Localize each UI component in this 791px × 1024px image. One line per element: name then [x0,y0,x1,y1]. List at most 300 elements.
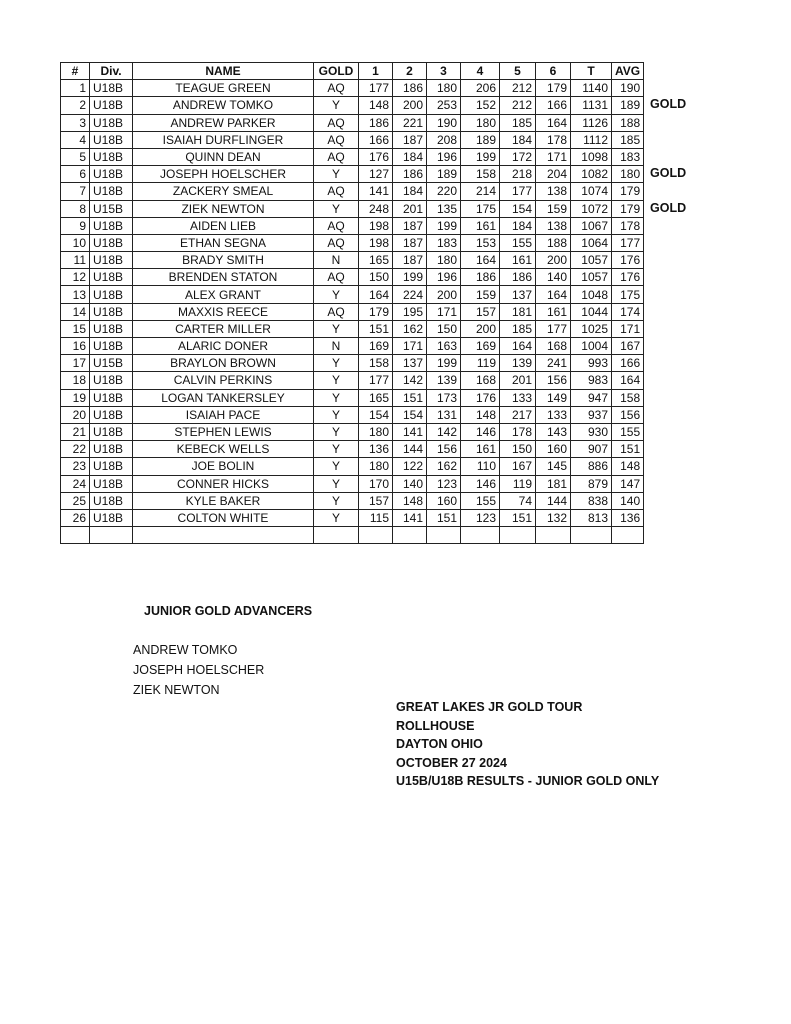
cell-game6: 149 [536,389,571,406]
cell-game5: 155 [500,234,536,251]
cell-game6: 143 [536,423,571,440]
cell-game1 [359,527,393,544]
cell-game6: 132 [536,509,571,526]
cell-game3: 156 [427,441,461,458]
cell-div: U15B [90,200,133,217]
cell-game5: 186 [500,269,536,286]
cell-total: 1082 [571,166,612,183]
cell-game3: 160 [427,492,461,509]
cell-game3: 173 [427,389,461,406]
cell-gold: Y [314,423,359,440]
cell-gold [314,527,359,544]
cell-div: U18B [90,183,133,200]
cell-game5: 217 [500,406,536,423]
table-row [61,475,644,492]
cell-rank: 22 [61,441,90,458]
cell-game6: 241 [536,355,571,372]
col-game3-header: 3 [427,63,461,80]
cell-avg: 151 [612,441,644,458]
table-row [61,441,644,458]
table-row [61,458,644,475]
cell-avg: 180 [612,166,644,183]
cell-div: U18B [90,320,133,337]
cell-rank: 16 [61,338,90,355]
cell-game4: 168 [461,372,500,389]
col-div-header: Div. [90,63,133,80]
cell-game1: 154 [359,406,393,423]
cell-gold: Y [314,166,359,183]
cell-gold: Y [314,355,359,372]
cell-div [90,527,133,544]
cell-game6: 188 [536,234,571,251]
cell-game3: 183 [427,234,461,251]
cell-game5: 150 [500,441,536,458]
cell-game1: 177 [359,80,393,97]
col-rank-header: # [61,63,90,80]
cell-game2: 141 [393,509,427,526]
cell-game1: 198 [359,234,393,251]
cell-rank: 8 [61,200,90,217]
cell-game5: 161 [500,252,536,269]
cell-game4: 123 [461,509,500,526]
cell-name: CALVIN PERKINS [133,372,314,389]
cell-game2: 221 [393,114,427,131]
cell-total: 1131 [571,97,612,114]
cell-div: U18B [90,509,133,526]
cell-game6: 204 [536,166,571,183]
cell-div: U18B [90,286,133,303]
cell-game5: 218 [500,166,536,183]
cell-game4: 176 [461,389,500,406]
cell-div: U18B [90,406,133,423]
cell-game3: 142 [427,423,461,440]
cell-game3: 135 [427,200,461,217]
cell-name: ISAIAH DURFLINGER [133,131,314,148]
cell-game6: 171 [536,148,571,165]
cell-avg: 188 [612,114,644,131]
table-row [61,166,644,183]
cell-game5 [500,527,536,544]
cell-game4: 158 [461,166,500,183]
cell-game1: 115 [359,509,393,526]
col-gold-header: GOLD [314,63,359,80]
cell-gold: AQ [314,131,359,148]
cell-game1: 180 [359,458,393,475]
cell-game1: 170 [359,475,393,492]
cell-game1: 177 [359,372,393,389]
cell-game1: 127 [359,166,393,183]
cell-total: 907 [571,441,612,458]
cell-gold: AQ [314,114,359,131]
cell-game3: 150 [427,320,461,337]
cell-gold: AQ [314,234,359,251]
cell-div: U18B [90,114,133,131]
cell-div: U18B [90,389,133,406]
cell-game4: 110 [461,458,500,475]
cell-gold: AQ [314,183,359,200]
cell-div: U18B [90,372,133,389]
cell-rank: 25 [61,492,90,509]
cell-rank: 5 [61,148,90,165]
cell-gold: N [314,338,359,355]
cell-game2: 224 [393,286,427,303]
cell-game1: 141 [359,183,393,200]
cell-game5: 177 [500,183,536,200]
cell-name [133,527,314,544]
cell-game2: 187 [393,234,427,251]
cell-game2 [393,527,427,544]
cell-rank: 2 [61,97,90,114]
cell-game1: 165 [359,252,393,269]
col-game6-header: 6 [536,63,571,80]
table-row [61,252,644,269]
cell-avg: 183 [612,148,644,165]
cell-avg: 175 [612,286,644,303]
cell-total: 1025 [571,320,612,337]
cell-game5: 181 [500,303,536,320]
cell-total: 1126 [571,114,612,131]
cell-game5: 185 [500,320,536,337]
cell-rank [61,527,90,544]
cell-total: 1064 [571,234,612,251]
cell-game3 [427,527,461,544]
table-row [61,183,644,200]
cell-avg: 136 [612,509,644,526]
cell-rank: 9 [61,217,90,234]
cell-rank: 14 [61,303,90,320]
cell-game3: 131 [427,406,461,423]
cell-game5: 178 [500,423,536,440]
cell-avg: 185 [612,131,644,148]
cell-gold: AQ [314,217,359,234]
cell-total [571,527,612,544]
empty-row [61,527,644,544]
cell-name: LOGAN TANKERSLEY [133,389,314,406]
cell-game5: 164 [500,338,536,355]
cell-div: U18B [90,338,133,355]
cell-rank: 26 [61,509,90,526]
table-row [61,406,644,423]
header-row [61,63,644,80]
cell-game6: 166 [536,97,571,114]
cell-game3: 151 [427,509,461,526]
table-row [61,80,644,97]
cell-game2: 171 [393,338,427,355]
cell-game5: 119 [500,475,536,492]
cell-game6: 144 [536,492,571,509]
cell-rank: 15 [61,320,90,337]
cell-name: ZACKERY SMEAL [133,183,314,200]
cell-avg: 147 [612,475,644,492]
cell-game2: 122 [393,458,427,475]
cell-avg: 179 [612,183,644,200]
cell-game2: 187 [393,252,427,269]
cell-gold: Y [314,441,359,458]
cell-rank: 13 [61,286,90,303]
cell-game2: 186 [393,80,427,97]
table-row [61,492,644,509]
cell-game1: 169 [359,338,393,355]
cell-game1: 176 [359,148,393,165]
cell-name: AIDEN LIEB [133,217,314,234]
cell-avg: 178 [612,217,644,234]
cell-div: U18B [90,458,133,475]
cell-game4: 206 [461,80,500,97]
cell-game3: 163 [427,338,461,355]
cell-name: KYLE BAKER [133,492,314,509]
cell-total: 930 [571,423,612,440]
cell-game5: 74 [500,492,536,509]
cell-game2: 201 [393,200,427,217]
cell-name: STEPHEN LEWIS [133,423,314,440]
cell-total: 813 [571,509,612,526]
cell-rank: 23 [61,458,90,475]
cell-game1: 180 [359,423,393,440]
cell-div: U18B [90,475,133,492]
cell-game5: 212 [500,97,536,114]
col-game2-header: 2 [393,63,427,80]
cell-game4 [461,527,500,544]
cell-name: CONNER HICKS [133,475,314,492]
cell-avg: 179 [612,200,644,217]
cell-game2: 195 [393,303,427,320]
cell-rank: 12 [61,269,90,286]
cell-game4: 148 [461,406,500,423]
cell-div: U18B [90,131,133,148]
cell-avg: 140 [612,492,644,509]
cell-avg: 156 [612,406,644,423]
cell-game2: 144 [393,441,427,458]
cell-rank: 4 [61,131,90,148]
cell-avg: 190 [612,80,644,97]
cell-game2: 151 [393,389,427,406]
col-avg-header: AVG [612,63,644,80]
cell-game1: 179 [359,303,393,320]
cell-total: 1074 [571,183,612,200]
cell-game1: 198 [359,217,393,234]
cell-game4: 153 [461,234,500,251]
cell-total: 993 [571,355,612,372]
cell-rank: 20 [61,406,90,423]
cell-game1: 151 [359,320,393,337]
col-game1-header: 1 [359,63,393,80]
advancers-list [133,640,264,700]
cell-game6: 140 [536,269,571,286]
cell-div: U18B [90,492,133,509]
cell-gold: Y [314,97,359,114]
gold-flag: GOLD [650,166,687,180]
table-row [61,372,644,389]
cell-game6: 156 [536,372,571,389]
event-info [396,698,659,791]
cell-gold: AQ [314,148,359,165]
cell-game3: 253 [427,97,461,114]
table-row [61,355,644,372]
table-row [61,286,644,303]
advancers-title: JUNIOR GOLD ADVANCERS [144,604,313,618]
advancer-name: JOSEPH HOELSCHER [133,663,265,677]
cell-total: 886 [571,458,612,475]
cell-game1: 248 [359,200,393,217]
cell-game6: 145 [536,458,571,475]
cell-game4: 155 [461,492,500,509]
cell-total: 1044 [571,303,612,320]
cell-div: U15B [90,355,133,372]
cell-game1: 136 [359,441,393,458]
cell-avg: 176 [612,269,644,286]
table-row [61,114,644,131]
cell-total: 1004 [571,338,612,355]
cell-div: U18B [90,269,133,286]
cell-game6: 160 [536,441,571,458]
cell-total: 1067 [571,217,612,234]
results-body [61,80,644,544]
cell-total: 1140 [571,80,612,97]
cell-name: ALARIC DONER [133,338,314,355]
cell-avg: 189 [612,97,644,114]
cell-game1: 157 [359,492,393,509]
cell-game4: 169 [461,338,500,355]
cell-game4: 119 [461,355,500,372]
table-row [61,148,644,165]
cell-game3: 199 [427,355,461,372]
cell-name: KEBECK WELLS [133,441,314,458]
cell-rank: 6 [61,166,90,183]
cell-game4: 161 [461,217,500,234]
cell-game2: 187 [393,131,427,148]
cell-avg: 166 [612,355,644,372]
cell-gold: Y [314,406,359,423]
cell-game6: 200 [536,252,571,269]
col-game4-header: 4 [461,63,500,80]
cell-game3: 162 [427,458,461,475]
cell-name: COLTON WHITE [133,509,314,526]
cell-gold: Y [314,286,359,303]
cell-game2: 142 [393,372,427,389]
cell-game2: 187 [393,217,427,234]
cell-game5: 184 [500,217,536,234]
cell-game1: 186 [359,114,393,131]
cell-total: 1057 [571,252,612,269]
cell-game3: 220 [427,183,461,200]
cell-div: U18B [90,217,133,234]
cell-rank: 21 [61,423,90,440]
cell-total: 937 [571,406,612,423]
cell-avg: 164 [612,372,644,389]
cell-div: U18B [90,80,133,97]
cell-game6: 177 [536,320,571,337]
cell-total: 1112 [571,131,612,148]
cell-game6: 133 [536,406,571,423]
cell-game2: 141 [393,423,427,440]
cell-game4: 159 [461,286,500,303]
cell-game3: 139 [427,372,461,389]
cell-game4: 146 [461,475,500,492]
cell-div: U18B [90,234,133,251]
cell-avg: 148 [612,458,644,475]
col-name-header: NAME [133,63,314,80]
cell-name: ZIEK NEWTON [133,200,314,217]
cell-game4: 199 [461,148,500,165]
table-row [61,269,644,286]
table-row [61,217,644,234]
cell-game6 [536,527,571,544]
cell-game3: 180 [427,80,461,97]
cell-gold: AQ [314,303,359,320]
cell-total: 983 [571,372,612,389]
cell-game3: 190 [427,114,461,131]
cell-div: U18B [90,252,133,269]
cell-div: U18B [90,166,133,183]
cell-game3: 208 [427,131,461,148]
cell-avg: 174 [612,303,644,320]
cell-gold: Y [314,389,359,406]
cell-game5: 154 [500,200,536,217]
cell-div: U18B [90,97,133,114]
cell-game3: 200 [427,286,461,303]
cell-game6: 161 [536,303,571,320]
cell-name: JOE BOLIN [133,458,314,475]
cell-game4: 189 [461,131,500,148]
cell-gold: Y [314,200,359,217]
event-location: DAYTON OHIO [396,737,483,751]
cell-game1: 158 [359,355,393,372]
cell-name: ISAIAH PACE [133,406,314,423]
cell-avg: 155 [612,423,644,440]
table-row [61,200,644,217]
cell-game3: 180 [427,252,461,269]
results-table [60,62,644,544]
cell-rank: 17 [61,355,90,372]
cell-gold: Y [314,492,359,509]
cell-game5: 184 [500,131,536,148]
cell-game4: 164 [461,252,500,269]
advancer-name: ZIEK NEWTON [133,683,220,697]
cell-rank: 18 [61,372,90,389]
cell-game6: 164 [536,114,571,131]
cell-game4: 175 [461,200,500,217]
event-results-note: U15B/U18B RESULTS - JUNIOR GOLD ONLY [396,774,660,788]
cell-game4: 186 [461,269,500,286]
table-row [61,131,644,148]
cell-game5: 133 [500,389,536,406]
cell-game3: 123 [427,475,461,492]
cell-game1: 165 [359,389,393,406]
event-date: OCTOBER 27 2024 [396,755,507,770]
cell-div: U18B [90,303,133,320]
cell-game1: 166 [359,131,393,148]
cell-name: CARTER MILLER [133,320,314,337]
cell-game5: 185 [500,114,536,131]
cell-rank: 3 [61,114,90,131]
cell-game5: 139 [500,355,536,372]
cell-game1: 164 [359,286,393,303]
cell-name: TEAGUE GREEN [133,80,314,97]
cell-total: 1098 [571,148,612,165]
cell-game5: 212 [500,80,536,97]
cell-game2: 140 [393,475,427,492]
cell-gold: AQ [314,269,359,286]
cell-name: ANDREW PARKER [133,114,314,131]
cell-gold: Y [314,475,359,492]
cell-game4: 200 [461,320,500,337]
cell-name: QUINN DEAN [133,148,314,165]
cell-game6: 179 [536,80,571,97]
table-row [61,320,644,337]
table-row [61,97,644,114]
cell-name: ANDREW TOMKO [133,97,314,114]
cell-avg: 158 [612,389,644,406]
